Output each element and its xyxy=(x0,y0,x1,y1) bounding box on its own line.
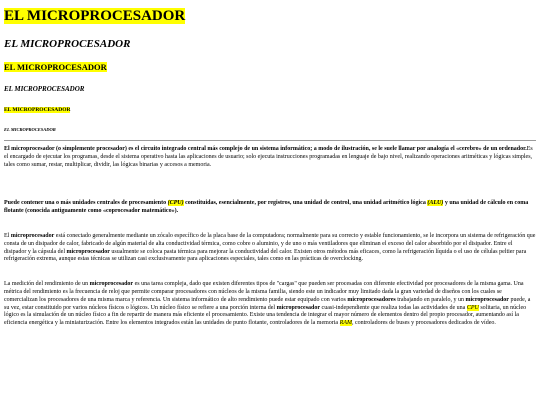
heading-2: EL MICROPROCESADOR xyxy=(4,38,131,50)
ram-highlight: RAM xyxy=(339,320,352,327)
heading-1: EL MICROPROCESADOR xyxy=(4,8,186,24)
mounting-paragraph: El microprocesador está conectado generalmente mediante un zócalo específico de la placa base de la computadora; normalmente para su correcto y estable funcionamiento, se le incorpora un sistema de refrigeración que consta de un disipador de calor, fabricado de algún material de alta conductividad térmica, como cobre o aluminio, y de uno o más ventiladores que eliminan el exceso del calor absorbido por el disipador. Entre el disipador y la cápsula del microprocesador usualmente se coloca pasta térmica para mejorar la conductividad del calor. Existen otros métodos más eficaces, como la refrigeración líquida o el uso de células peltier para refrigeración extrema, aunque estas técnicas se utilizan casi exclusivamente para aplicaciones especiales, tales como en las prácticas de overclocking. xyxy=(4,232,536,263)
heading-3: EL MICROPROCESADOR xyxy=(4,62,107,72)
divider xyxy=(4,140,536,141)
heading-4: EL MICROPROCESADOR xyxy=(4,85,85,93)
heading-6: EL MICROPROCESADOR xyxy=(4,127,56,132)
cpu-highlight: (CPU) xyxy=(167,200,184,207)
units-paragraph: Puede contener una o más unidades centrales de procesamiento (CPU) constituidas, esencialmente, por registros, una unidad de control, una unidad aritmético lógica (ALU) y una unidad de cálculo en coma flotante (conocida antiguamente como «coprocesador matemático»). xyxy=(4,200,529,215)
heading-5: EL MICROPROCESADOR xyxy=(4,107,71,113)
alu-highlight: (ALU) xyxy=(427,200,444,207)
performance-paragraph: La medición del rendimiento de un microprocesador es una tarea compleja, dado que existen diferentes tipos de "cargas" que pueden ser procesadas con diferente efectividad por procesadores de la misma gama. Una métrica del rendimiento es la frecuencia de reloj que permite comparar procesadores con núcleos de la misma familia, siendo este un indicador muy limitado dada la gran variedad de diseños con los cuales se comercializan los procesadores de una misma marca y referencia. Un sistema informático de alto rendimiento puede estar equipado con varios microprocesadores trabajando en paralelo, y un microprocesador puede, a su vez, estar constituido por varios núcleos físicos o lógicos. Un núcleo físico se refiere a una porción interna del microprocesador cuasi-independiente que realiza todas las actividades de una CPU solitaria, un núcleo lógico es la simulación de un núcleo físico a fin de repartir de manera más eficiente el procesamiento. Existe una tendencia de integrar el mayor número de elementos dentro del propio procesador, aumentando así la eficiencia energética y la miniaturización. Entre los elementos integrados están las unidades de punto flotante, controladores de la memoria RAM, controladores de buses y procesadores dedicados de vídeo. xyxy=(4,281,531,327)
cpu-highlight: CPU xyxy=(466,304,479,311)
intro-paragraph: El microprocesador (o simplemente procesador) es el circuito integrado central más complejo de un sistema informático; a modo de ilustración, se le suele llamar por analogía el «cerebro» de un ordenador.Es el encargado de ejecutar los programas, desde el sistema operativo hasta las aplicaciones de usuario; solo ejecuta instrucciones programadas en lenguaje de bajo nivel, realizando operaciones aritméticas y lógicas simples, tales como sumar, restar, multiplicar, dividir, las lógicas binarias y accesos a memoria. xyxy=(4,146,533,168)
